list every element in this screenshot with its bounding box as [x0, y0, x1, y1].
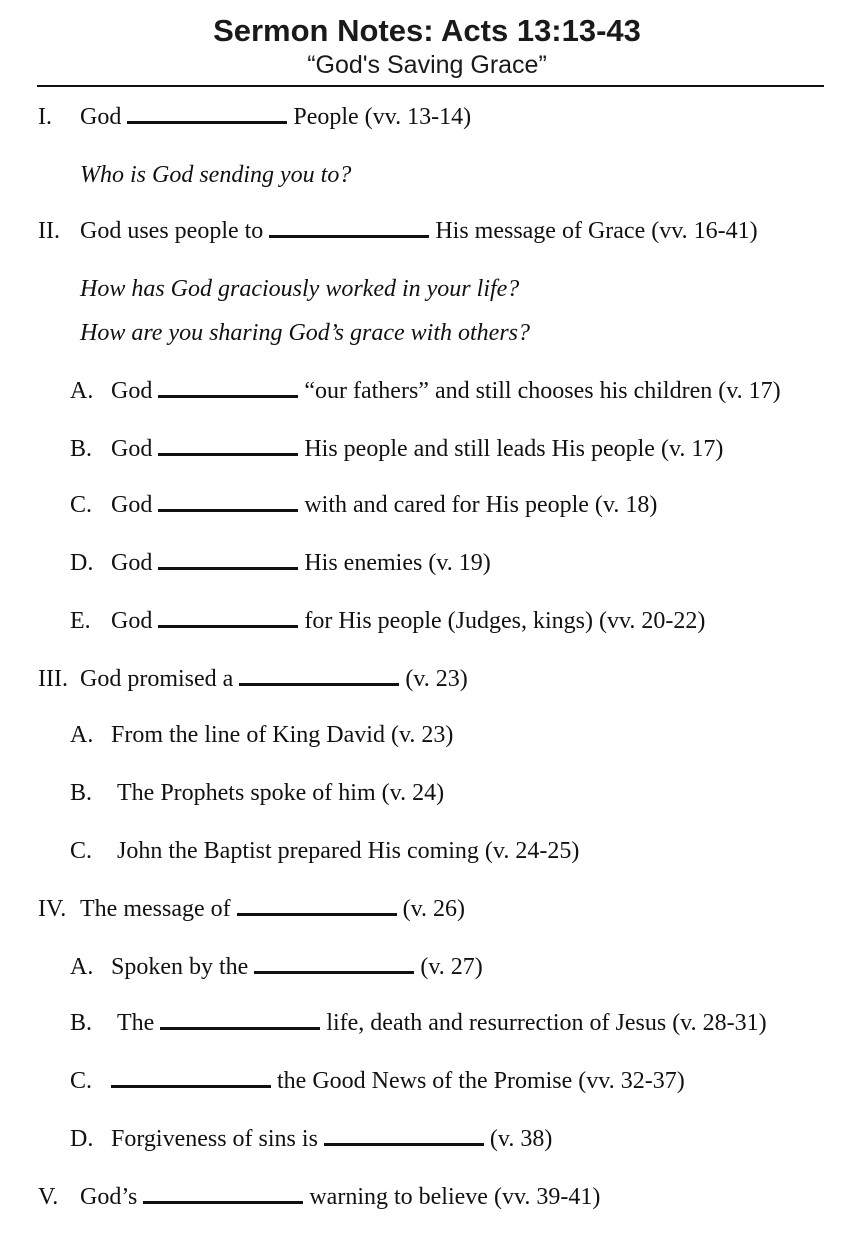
subpoint-letter: D. [70, 550, 94, 576]
point-1 [38, 102, 471, 132]
point-number: IV. [38, 896, 67, 922]
subpoint-letter: C. [70, 492, 93, 518]
fill-in-blank[interactable] [158, 548, 298, 570]
fill-in-blank[interactable] [269, 216, 429, 238]
subpoint-3b [70, 778, 444, 808]
subpoint-letter: A. [70, 954, 94, 980]
subpoint-letter: A. [70, 722, 94, 748]
reflection-question: How has God graciously worked in your life? [80, 276, 520, 302]
subpoint-text-after: His people and still leads His people (v. 17) [298, 436, 724, 462]
subpoint-letter: A. [70, 378, 94, 404]
subpoint-4c [70, 1066, 685, 1096]
header [0, 12, 854, 80]
header-divider [37, 85, 824, 87]
point-text-before: God [80, 104, 128, 130]
subpoint-text: From the line of King David (v. 23) [111, 722, 454, 748]
subpoint-text-before: God [111, 550, 159, 576]
subpoint-text: John the Baptist prepared His coming (v. 24-25) [117, 838, 580, 864]
subpoint-2c [70, 490, 657, 520]
fill-in-blank[interactable] [111, 1066, 271, 1088]
fill-in-blank[interactable] [324, 1124, 484, 1146]
subpoint-letter: E. [70, 608, 91, 634]
subpoint-text-before: God [111, 608, 159, 634]
subpoint-text-before: Spoken by the [111, 954, 255, 980]
point-2 [38, 216, 758, 246]
subpoint-text-after: “our fathers” and still chooses his children (v. 17) [298, 378, 781, 404]
point-text-before: The message of [80, 896, 237, 922]
reflection-question: Who is God sending you to? [80, 162, 352, 188]
fill-in-blank[interactable] [158, 490, 298, 512]
point-5 [38, 1182, 600, 1212]
point-number: I. [38, 104, 52, 130]
subpoint-letter: C. [70, 838, 93, 864]
fill-in-blank[interactable] [237, 894, 397, 916]
point-text-before: God uses people to [80, 218, 270, 244]
subpoint-text-after: (v. 38) [483, 1126, 553, 1152]
subpoint-text-after: (v. 27) [414, 954, 483, 980]
subpoint-text-after: for His people (Judges, kings) (vv. 20-22) [298, 608, 706, 634]
subpoint-text-after: the Good News of the Promise (vv. 32-37) [271, 1068, 685, 1094]
fill-in-blank[interactable] [143, 1182, 303, 1204]
fill-in-blank[interactable] [254, 952, 414, 974]
subpoint-letter: B. [70, 1010, 93, 1036]
subpoint-text-after: life, death and resurrection of Jesus (v. 28-31) [320, 1010, 767, 1036]
subpoint-4a [70, 952, 483, 982]
point-text-before: God promised a [80, 666, 240, 692]
page-subtitle: “God's Saving Grace” [307, 51, 547, 79]
subpoint-2a [70, 376, 781, 406]
subpoint-letter: B. [70, 780, 93, 806]
page-title: Sermon Notes: Acts 13:13-43 [213, 13, 641, 48]
subpoint-2b [70, 434, 723, 464]
subpoint-letter: C. [70, 1068, 93, 1094]
subpoint-2d [70, 548, 491, 578]
subpoint-text-before: God [111, 378, 159, 404]
point-4 [38, 894, 465, 924]
point-text-after: warning to believe (vv. 39-41) [303, 1184, 601, 1210]
point-number: V. [38, 1184, 59, 1210]
fill-in-blank[interactable] [239, 664, 399, 686]
subpoint-3c [70, 836, 579, 866]
fill-in-blank[interactable] [127, 102, 287, 124]
subpoint-text-after: His enemies (v. 19) [298, 550, 491, 576]
subpoint-text-before: Forgiveness of sins is [111, 1126, 324, 1152]
subpoint-letter: D. [70, 1126, 94, 1152]
fill-in-blank[interactable] [158, 606, 298, 628]
point-text-after: People (vv. 13-14) [287, 104, 472, 130]
point-text-after: His message of Grace (vv. 16-41) [429, 218, 758, 244]
subpoint-2e [70, 606, 705, 636]
subpoint-3a [70, 720, 453, 750]
subpoint-text-before: God [111, 436, 159, 462]
subpoint-4b [70, 1008, 767, 1038]
fill-in-blank[interactable] [158, 376, 298, 398]
point-number: II. [38, 218, 60, 244]
fill-in-blank[interactable] [158, 434, 298, 456]
subpoint-letter: B. [70, 436, 93, 462]
point-3 [38, 664, 468, 694]
point-text-after: (v. 26) [396, 896, 466, 922]
subpoint-text-before: God [111, 492, 159, 518]
subpoint-4d [70, 1124, 552, 1154]
subpoint-text-after: with and cared for His people (v. 18) [298, 492, 658, 518]
subpoint-text-before: The [117, 1010, 161, 1036]
point-text-after: (v. 23) [399, 666, 468, 692]
fill-in-blank[interactable] [160, 1008, 320, 1030]
point-text-before: God’s [80, 1184, 144, 1210]
reflection-question: How are you sharing God’s grace with others? [80, 320, 530, 346]
subpoint-text: The Prophets spoke of him (v. 24) [117, 780, 445, 806]
point-number: III. [38, 666, 68, 692]
